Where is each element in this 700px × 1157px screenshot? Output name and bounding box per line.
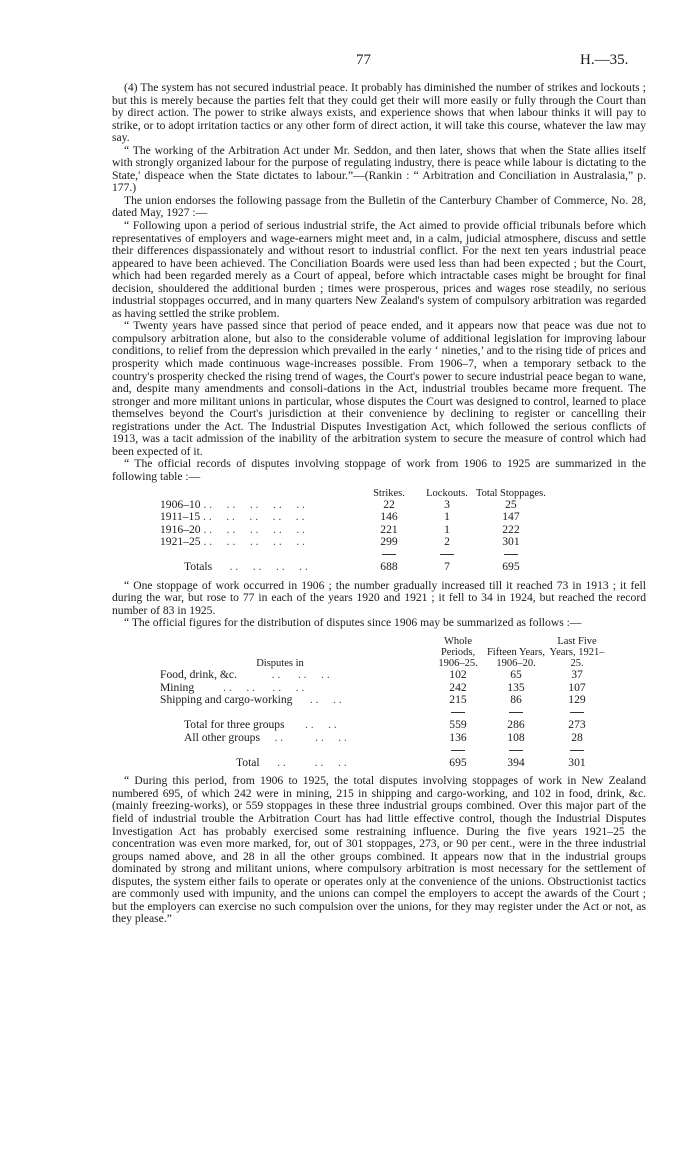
- table-row: 1906–10 . . . . . . . . . . 22 3 25: [160, 497, 517, 511]
- table-row: 1921–25 . . . . . . . . . . 299 2 301: [160, 535, 520, 549]
- page-header: [0, 52, 700, 74]
- table-row: Shipping and cargo-working . . . . 215 86 129: [160, 693, 586, 707]
- table-header-row: [160, 636, 608, 669]
- table-row: Total for three groups . . . . 559 286 273: [184, 718, 586, 732]
- column-header: Strikes.: [373, 487, 405, 499]
- paragraph: “ The working of the Arbitration Act under Mr. Seddon, and then later, shows that when the State allies itself with strongly organized labour for the purpose of regulating industry, there is peace while labour is dictating to the State,' dispeace when the State dictates to labour.”—(Rankin : “ Arbitration and Conciliation in Australasia,” p. 177.): [112, 143, 646, 195]
- stoppages-table: [160, 488, 546, 574]
- table-row: 1911–15 . . . . . . . . . . 146 1 147: [160, 510, 520, 524]
- column-header: Fifteen Years, 1906–20.: [486, 646, 546, 669]
- paragraph: “ Twenty years have passed since that period of peace ended, and it appears now that peace was due not to compulsory arbitration alone, but also to the considerable volume of additional legislation for improving labour conditions, to relief from the depression which prevailed in the early ‘ nineties,’ and to the rising tide of prices and prosperity which made continuous wage-increases possible. From 1906–7, when a temporary setback to the country's prosperity checked the rising trend of wages, the Court's power to secure industrial peace began to wane, and, despite many amendments and consoli-dations in the Act, industrial troubles became more frequent. The stronger and more militant unions in particular, whose disputes the Court was designed to control, learned to place themselves beyond the Court's jurisdiction at their convenience by declining to register or cancelling their registrations under the Act. The Industrial Disputes Investigation Act, which followed the serious conflicts of 1913, was a tacit admission of the inability of the arbitration system to secure the measure of control which had been expected of it.: [112, 319, 646, 458]
- page-number: 77: [356, 52, 371, 68]
- paragraph: “ The official records of disputes involving stoppage of work from 1906 to 1925 are summarized in the following table :—: [112, 457, 646, 483]
- paragraph: “ One stoppage of work occurred in 1906 ; the number gradually increased till it reached 73 in 1913 ; it fell during the war, but rose to 77 in each of the years 1920 and 1921 ; it fell to 34 in 1924, but reached the record number of 83 in 1925.: [112, 578, 646, 617]
- distribution-table: [160, 636, 608, 769]
- column-header: Last Five Years, 1921–25.: [549, 635, 605, 669]
- paragraph: The union endorses the following passage from the Bulletin of the Canterbury Chamber of Commerce, No. 28, dated May, 1927 :—: [112, 193, 646, 220]
- paragraph: “ Following upon a period of serious industrial strife, the Act aimed to provide official tribunals before which representatives of employers and wage-earners might meet and, in a calm, judicial atmosphere, discuss and settle their differences dispassionately and without resort to industrial conflict. For the next ten years industrial peace appeared to have been achieved. The Conciliation Boards were used less than had been expected ; but the Court, which had been regarded merely as a Court of appeal, before which intractable cases might be brought for final decision, shouldered the additional burden ; times were prosperous, prices and wages rose steadily, no serious industrial stoppages occurred, and in many quarters New Zealand's system of compulsory arbitration was regarded as having settled the strike problem.: [112, 219, 646, 320]
- table-row: 1916–20 . . . . . . . . . . 221 1 222: [160, 522, 520, 536]
- column-header: Disputes in: [256, 657, 304, 669]
- table-row: All other groups . . . . . . 136 108 28: [184, 730, 583, 744]
- column-header: Whole Periods, 1906–25.: [438, 635, 478, 669]
- paragraph: “ The official figures for the distribution of disputes since 1906 may be summarized as follows :—: [124, 616, 582, 630]
- document-reference: H.—35.: [580, 52, 629, 68]
- paragraph: “ During this period, from 1906 to 1925, the total disputes involving stoppages of work in New Zealand numbered 695, of which 242 were in mining, 215 in shipping and cargo-working, and 102 in food, drink, &c. (mainly freezing-works), or 559 stoppages in these three industrial groups combined. Over this major part of the field of industrial trouble the Arbitration Court has had little effective control, though the Industrial Disputes Investigation Act has probably exercised some restraining influence. During the five years 1921–25 the concentration was even more marked, for, out of 301 stoppages, 273, or 90 per cent., were in the three industrial groups named above, and 28 in all the other groups combined. It appears now that in the industrial groups dominated by strong and militant unions, where compulsory arbitration is most necessary for the settlement of disputes, the system either fails to operate or operates only at the convenience of the unions. Obstructionist tactics are commonly used with impunity, and the unions can compel the employers to accept the awards of the Court ; but the employers can exercise no such compulsion over the unions, for they may register under the Act or not, as they please.”: [112, 774, 646, 926]
- table-row: Mining . . . . . . . . 242 135 107: [160, 680, 586, 694]
- column-header: Total Stoppages.: [476, 487, 546, 499]
- column-header: Lockouts.: [426, 487, 468, 499]
- table-row: Food, drink, &c. . . . . . . 102 65 37: [160, 667, 583, 681]
- paragraph: (4) The system has not secured industrial peace. It probably has diminished the number of strikes and lockouts ; but this is merely because the parties felt that they could get their will more easily or fully through the Court than by direct action. The power to strike always exists, and experience shows that when labour thinks it will pay to strike, or to adopt irritation tactics or any other form of direct action, it will take this course, whatever the law may say.: [112, 81, 646, 145]
- table-totals-row: Totals . . . . . . . . 688 7 695: [184, 560, 520, 574]
- table-divider: [160, 744, 608, 757]
- document-body: [112, 82, 646, 926]
- table-totals-row: Total . . . . . . 695 394 301: [236, 755, 586, 769]
